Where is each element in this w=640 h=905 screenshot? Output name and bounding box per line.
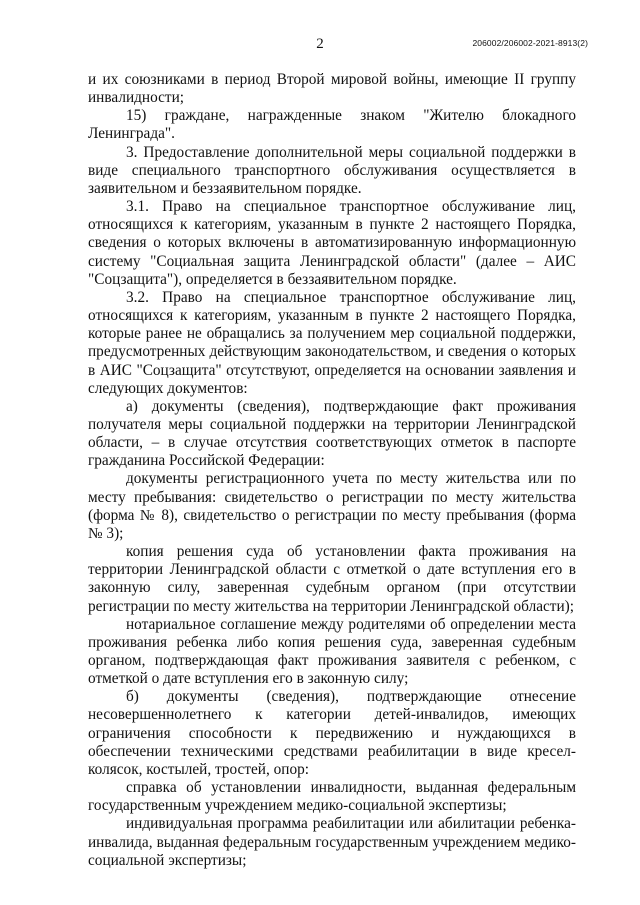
document-body [88, 71, 576, 870]
paragraph-registration-documents: документы регистрационного учета по месту жительства или по месту пребывания: свидетельство о регистрации по месту жительства (форма № 8), свидетельство о регистрации по месту пребывания (форма № 3); [88, 470, 576, 542]
paragraph-disability-certificate: справка об установлении инвалидности, выданная федеральным государственным учреждением медико-социальной экспертизы; [88, 779, 576, 815]
paragraph-subitem-a: а) документы (сведения), подтверждающие факт проживания получателя меры социальной поддержки на территории Ленинградской области, – в случае отсутствия соответствующих отметок в паспорте гражданина Российской Федерации: [88, 397, 576, 470]
paragraph-3-1: 3.1. Право на специальное транспортное обслуживание лиц, относящихся к категориям, указанным в пункте 2 настоящего Порядка, сведения о которых включены в автоматизированную информационную систему "Социальная защита Ленинградской области" (далее – АИС "Соцзащита"), определяется в беззаявительном порядке. [88, 198, 576, 288]
paragraph-3-2: 3.2. Право на специальное транспортное обслуживание лиц, относящихся к категориям, указанным в пункте 2 настоящего Порядка, которые ранее не обращались за получением мер социальной поддержки, предусмотренных действующим законодательством, и сведения о которых в АИС "Соцзащита" отсутствуют, определяется на основании заявления и следующих документов: [88, 288, 576, 397]
paragraph-subitem-b: б) документы (сведения), подтверждающие отнесение несовершеннолетнего к категории детей-инвалидов, имеющих ограничения способности к передвижению и нуждающихся в обеспечении техническими средствами реабилитации в виде кресел-колясок, костылей, тростей, опор: [88, 688, 576, 778]
paragraph-item-15: 15) граждане, награжденные знаком "Жителю блокадного Ленинграда". [88, 107, 576, 143]
paragraph-court-decision-copy: копия решения суда об установлении факта проживания на территории Ленинградской области с отметкой о дате вступления его в законную силу, заверенная судебным органом (при отсутствии регистрации по месту жительства на территории Ленинградской области); [88, 543, 576, 615]
paragraph-notarial-agreement: нотариальное соглашение между родителями об определении места проживания ребенка либо копия решения суда, заверенная судебным органом, подтверждающая факт проживания заявителя с ребенком, с отметкой о дате вступления его в законную силу; [88, 615, 576, 688]
document-registration-code: 206002/206002-2021-8913(2) [472, 38, 588, 48]
paragraph-rehabilitation-program: индивидуальная программа реабилитации или абилитации ребенка-инвалида, выданная федеральным государственным учреждением медико-социальной экспертизы; [88, 815, 576, 869]
paragraph-continuation: и их союзниками в период Второй мировой войны, имеющие II группу инвалидности; [88, 71, 576, 107]
page-number: 2 [316, 36, 324, 52]
paragraph-3: 3. Предоставление дополнительной меры социальной поддержки в виде специального транспортного обслуживания осуществляется в заявительном и беззаявительном порядке. [88, 143, 576, 197]
